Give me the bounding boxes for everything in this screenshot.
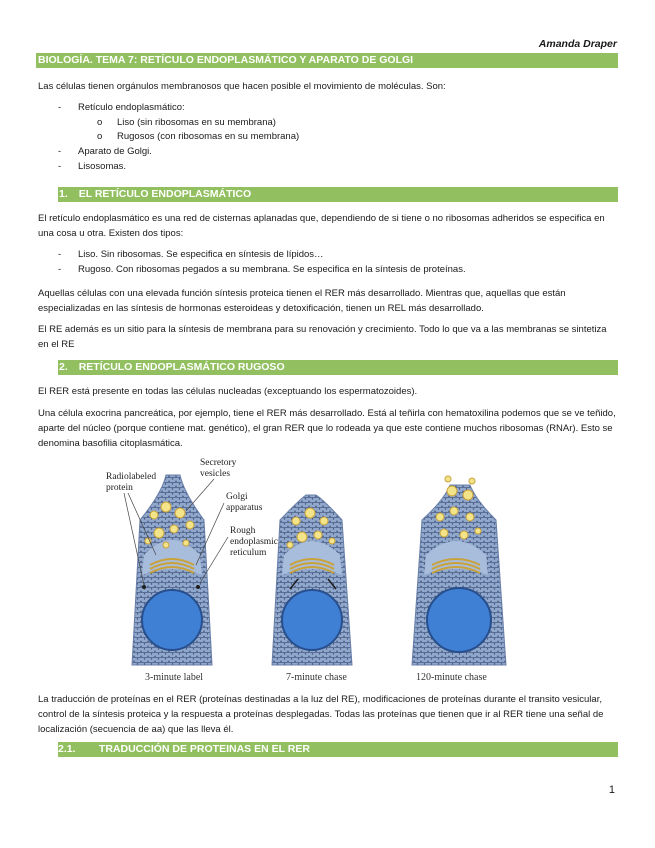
- section-1-heading: [58, 187, 618, 202]
- section-1-paragraph-2: Aquellas células con una elevada función síntesis proteica tienen el RER más desarrollado. Mientras que, aquellas que están especializadas en las síntesis de hormonas esteroideas y detoxificación, tienen un REL más desarrollado.: [38, 288, 566, 314]
- section-2-title: RETÍCULO ENDOPLASMÁTICO RUGOSO: [78, 361, 285, 373]
- caption-3-minute: 3-minute label: [145, 672, 204, 683]
- list-item-golgi: Aparato de Golgi.: [78, 146, 152, 157]
- section-2-1-title: TRADUCCIÓN DE PROTEINAS EN EL RER: [98, 743, 310, 755]
- label-radiolabeled: Radiolabeled: [106, 472, 157, 482]
- author-name: Amanda Draper: [538, 38, 617, 50]
- section-1-paragraph-1: El retículo endoplasmático es una red de cisternas aplanadas que, dependiendo de si tiene o no ribosomas adheridos se especifica en una cosa u otra. Existen dos tipos:: [38, 213, 605, 239]
- document-title: BIOLOGÍA. TEMA 7: RETÍCULO ENDOPLASMÁTICO Y APARATO DE GOLGI: [36, 53, 618, 68]
- section-2-1-number: 2.1.: [58, 743, 76, 755]
- list-marker: -: [58, 102, 62, 113]
- page-number: 1: [608, 784, 615, 796]
- label-vesicles: vesicles: [200, 469, 231, 479]
- er-type-rugoso: Rugoso. Con ribosomas pegados a su membrana. Se especifica en la síntesis de proteínas.: [78, 264, 466, 275]
- section-2-1-heading: [58, 742, 618, 757]
- sublist-marker: o: [97, 131, 103, 142]
- cell-7-minute: [272, 495, 352, 665]
- list-marker: -: [58, 249, 62, 260]
- section-2-paragraph-1: El RER está presente en todas las células nucleadas (exceptuando los espermatozoides).: [38, 386, 418, 397]
- section-1-title: EL RETÍCULO ENDOPLASMÁTICO: [78, 188, 252, 200]
- section-2-number: 2.: [59, 361, 68, 373]
- list-item-re: Retículo endoplasmático:: [78, 102, 185, 113]
- section-1-paragraph-3: El RE además es un sitio para la síntesis de membrana para su renovación y crecimiento. Todo lo que va a las membranas se sintetiza en el RE: [38, 324, 607, 350]
- cell-3-minute: [132, 475, 212, 665]
- list-marker: -: [58, 146, 62, 157]
- list-item-rugoso: Rugosos (con ribosomas en su membrana): [117, 131, 300, 142]
- list-marker: -: [58, 161, 62, 172]
- label-reticulum: reticulum: [230, 548, 267, 558]
- section-2-paragraph-3: La traducción de proteínas en el RER (proteínas destinadas a la luz del RE), modificaciones de proteínas durante el transito vesicular, control de la síntesis proteica y la respuesta a proteínas desplegadas. Todas las proteínas que tienen que ir al RER tiene una señal de localización (secuencia de aa) que las lleva él.: [38, 694, 604, 735]
- intro-paragraph: Las células tienen orgánulos membranosos que hacen posible el movimiento de moléculas. Son:: [38, 81, 446, 92]
- sublist-marker: o: [97, 117, 103, 128]
- cell-120-minute: [412, 476, 506, 665]
- label-golgi: Golgi: [226, 492, 248, 502]
- list-item-lisosomas: Lisosomas.: [78, 161, 127, 172]
- label-secretory: Secretory: [200, 458, 237, 468]
- section-2-heading: [58, 360, 618, 375]
- er-type-liso: Liso. Sin ribosomas. Se especifica en síntesis de lípidos…: [78, 249, 324, 260]
- list-item-liso: Liso (sin ribosomas en su membrana): [117, 117, 276, 128]
- label-apparatus: apparatus: [226, 503, 263, 513]
- label-protein: protein: [106, 483, 133, 493]
- section-2-paragraph-2: Una célula exocrina pancreática, por ejemplo, tiene el RER más desarrollado. Está al teñirla con hematoxilina podemos que se ve teñido, aparte del núcleo (porque contiene mat. genético), el gran RER que lo rodeada ya que este contiene muchos ribosomas (RNAr). Esto se denomina basofilia citoplasmática.: [38, 408, 616, 449]
- label-rough: Rough: [230, 526, 256, 536]
- section-1-number: 1.: [59, 188, 68, 200]
- list-marker: -: [58, 264, 62, 275]
- pancreatic-cell-figure: [104, 455, 544, 683]
- caption-120-minute: 120-minute chase: [416, 672, 487, 683]
- caption-7-minute: 7-minute chase: [286, 672, 347, 683]
- label-endoplasmic: endoplasmic: [230, 537, 279, 547]
